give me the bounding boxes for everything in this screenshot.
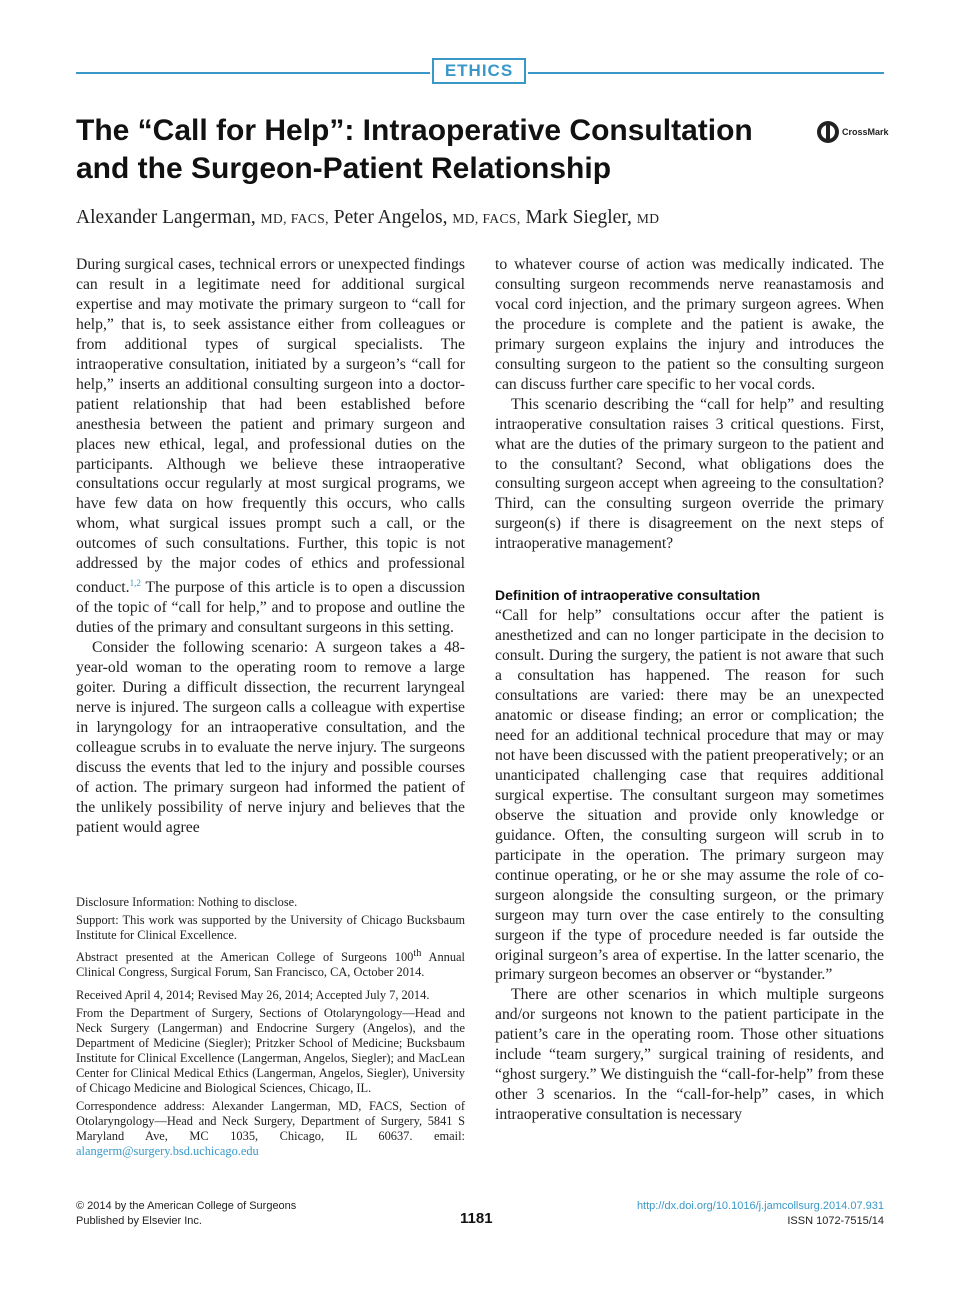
section-heading: Definition of intraoperative consultation [495,587,761,604]
body-paragraph [76,255,465,638]
article-title: The “Call for Help”: Intraoperative Consultation and the Surgeon-Patient Relationship [76,114,753,185]
received-dates: Received April 4, 2014; Revised May 26, 2014; Accepted July 7, 2014. [76,988,430,1003]
disclosure-note [76,895,465,910]
author-degrees: MD, FACS, [452,211,521,226]
footer-right [637,1199,884,1229]
email-link[interactable]: alangerm@surgery.bsd.uchicago.edu [76,1144,259,1159]
author-list [76,207,659,229]
ordinal-suffix: th [413,948,422,959]
body-paragraph: Consider the following scenario: A surgeon takes a 48-year-old woman to the operating room to remove a large goiter. During a difficult dissection, the recurrent laryngeal nerve is injured. The surgeon calls a colleague with expertise in laryngology for an intraoperative consultation, and the colleague scrubs in to evaluate the nerve injury. The surgeons discuss the events that led to the injury and possible courses of action. The primary surgeon had informed the patient of the unlikely possibility of nerve injury and believes that the patient would agree [76,639,465,836]
affiliations: From the Department of Surgery, Sections of Otolaryngology—Head and Neck Surgery (Langerman) and Endocrine Surgery (Angelos), and the Department of Medicine (Siegler); Pritzker School of Medicine; Bucksbaum Institute for Clinical Excellence (Langerman, Angelos, Siegler); and MacLean Center for Clinical Medical Ethics (Langerman, Angelos, Siegler), University of Chicago Medicine and Biological Sciences, Chicago, IL. [76,1006,465,1096]
left-column [76,255,465,838]
section-rule-right [528,72,884,74]
disclosure-label: Disclosure Information: [76,895,195,909]
author-degrees: MD, FACS, [260,211,329,226]
section-tag: ETHICS [432,58,526,84]
author-name: Alexander Langerman, [76,207,256,228]
crossmark-badge[interactable] [816,120,889,144]
disclosure-text: Nothing to disclose. [194,895,298,909]
copyright: © 2014 by the American College of Surgeons [76,1200,297,1212]
support-text: This work was supported by the University of Chicago Bucksbaum Institute for Clinical Excellence. [76,913,465,942]
body-paragraph: “Call for help” consultations occur after the patient is anesthetized and can no longer participate in the decision to consult. During the surgery, the patient is not aware that such a consultation has happened. The reason for such consultations are varied: there may be an unexpected anatomic or disease finding; an error or complication; the need for an additional technical procedure that may or may not have been discussed with the patient preoperatively; or an unanticipated challenging case that requires additional surgical expertise. The consultant surgeon may sometimes observe the situation and provide only knowledge or guidance. Often, the consulting surgeon will scrub in to participate in the operation. The primary surgeon may continue operating, or he or she may assume the role of co-surgeon alongside the consulting surgeon, or the primary surgeon may turn over the case entirely to the consulting surgeon if the type of procedure needed is far outside the original surgeon’s area of expertise. In the latter scenario, the primary surgeon becomes an observer or “bystander.” [495,607,884,984]
footnotes [76,895,465,1162]
support-label: Support: [76,913,119,927]
author-name: Mark Siegler, [525,207,632,228]
paragraph-text: During surgical cases, technical errors or unexpected findings can result in a legitimate need for additional surgical expertise and may motivate the primary surgeon to “call for help,” that is, to seek assistance either from colleagues or from additional types of surgical specialists. The intraoperative consultation, initiated by a surgeon’s “call for help,” inserts an additional consulting surgeon into a doctor-patient relationship that had been established before anesthesia between the patient and primary surgeon and places new ethical, legal, and professional duties on the participants. Although we believe these intraoperative consultations occur regularly at most surgical programs, we have few data on how frequently this occurs, who calls whom, what surgical issues prompt such a call, or the outcomes of such consultations. Further, this topic is not addressed by the major codes of ethics and professional conduct. [76,256,465,597]
correspondence-text: Correspondence address: Alexander Langerman, MD, FACS, Section of Otolaryngology—Head and Neck Surgery, Department of Surgery, 5841 S Maryland Ave, MC 1035, Chicago, IL 60637. email: [76,1099,465,1144]
doi-link[interactable]: http://dx.doi.org/10.1016/j.jamcollsurg.2014.07.931 [636,1200,884,1212]
paragraph-text: The purpose of this article is to open a discussion of the topic of “call for help,” and to propose and outline the duties of the primary and consultant surgeons in this setting. [76,579,465,637]
author-name: Peter Angelos, [333,207,448,228]
right-column [495,255,884,1125]
publisher: Published by Elsevier Inc. [76,1215,202,1227]
crossmark-label: CrossMark [842,127,889,137]
page-number: 1181 [460,1210,493,1227]
body-paragraph: This scenario describing the “call for help” and resulting intraoperative consultation raises 3 critical questions. First, what are the duties of the primary surgeon to the patient and to the consultant? Second, what obligations does the consulting surgeon accept when agreeing to the consultation? Third, can the consulting surgeon override the primary surgeon(s) if there is disagreement on the next steps of intraoperative management? [495,395,884,553]
body-paragraph: There are other scenarios in which multiple surgeons and/or surgeons not known to the patient participate in the patient’s care in the operating room. Those other situations include “team surgery,” surgical training of residents, and “ghost surgery.” We distinguish the “call-for-help” from these other 3 scenarios. In the “call-for-help” cases, in which intraoperative consultation is necessary [495,986,884,1124]
crossmark-icon [816,120,840,144]
correspondence [76,1099,465,1159]
author-degrees: MD [636,211,660,226]
footer-left [76,1199,296,1229]
section-header [76,58,884,88]
abstract-text: Abstract presented at the American College of Surgeons 100 [76,950,414,965]
abstract-note [76,946,465,980]
support-note [76,913,465,943]
body-paragraph: to whatever course of action was medically indicated. The consulting surgeon recommends nerve reanastamosis and vocal cord injection, and the primary surgeon agrees. When the procedure is complete and the patient is awake, the primary surgeon explains the injury and introduces the consulting surgeon to the patient so the consulting surgeon can discuss further care specific to her vocal cords. [495,256,884,393]
section-rule-left [76,72,430,74]
abstract-text: Annual Clinical Congress, Surgical Forum, San Francisco, CA, October 2014. [76,950,466,980]
issn: ISSN 1072-7515/14 [787,1215,884,1227]
reference-link[interactable]: 1,2 [129,578,141,589]
